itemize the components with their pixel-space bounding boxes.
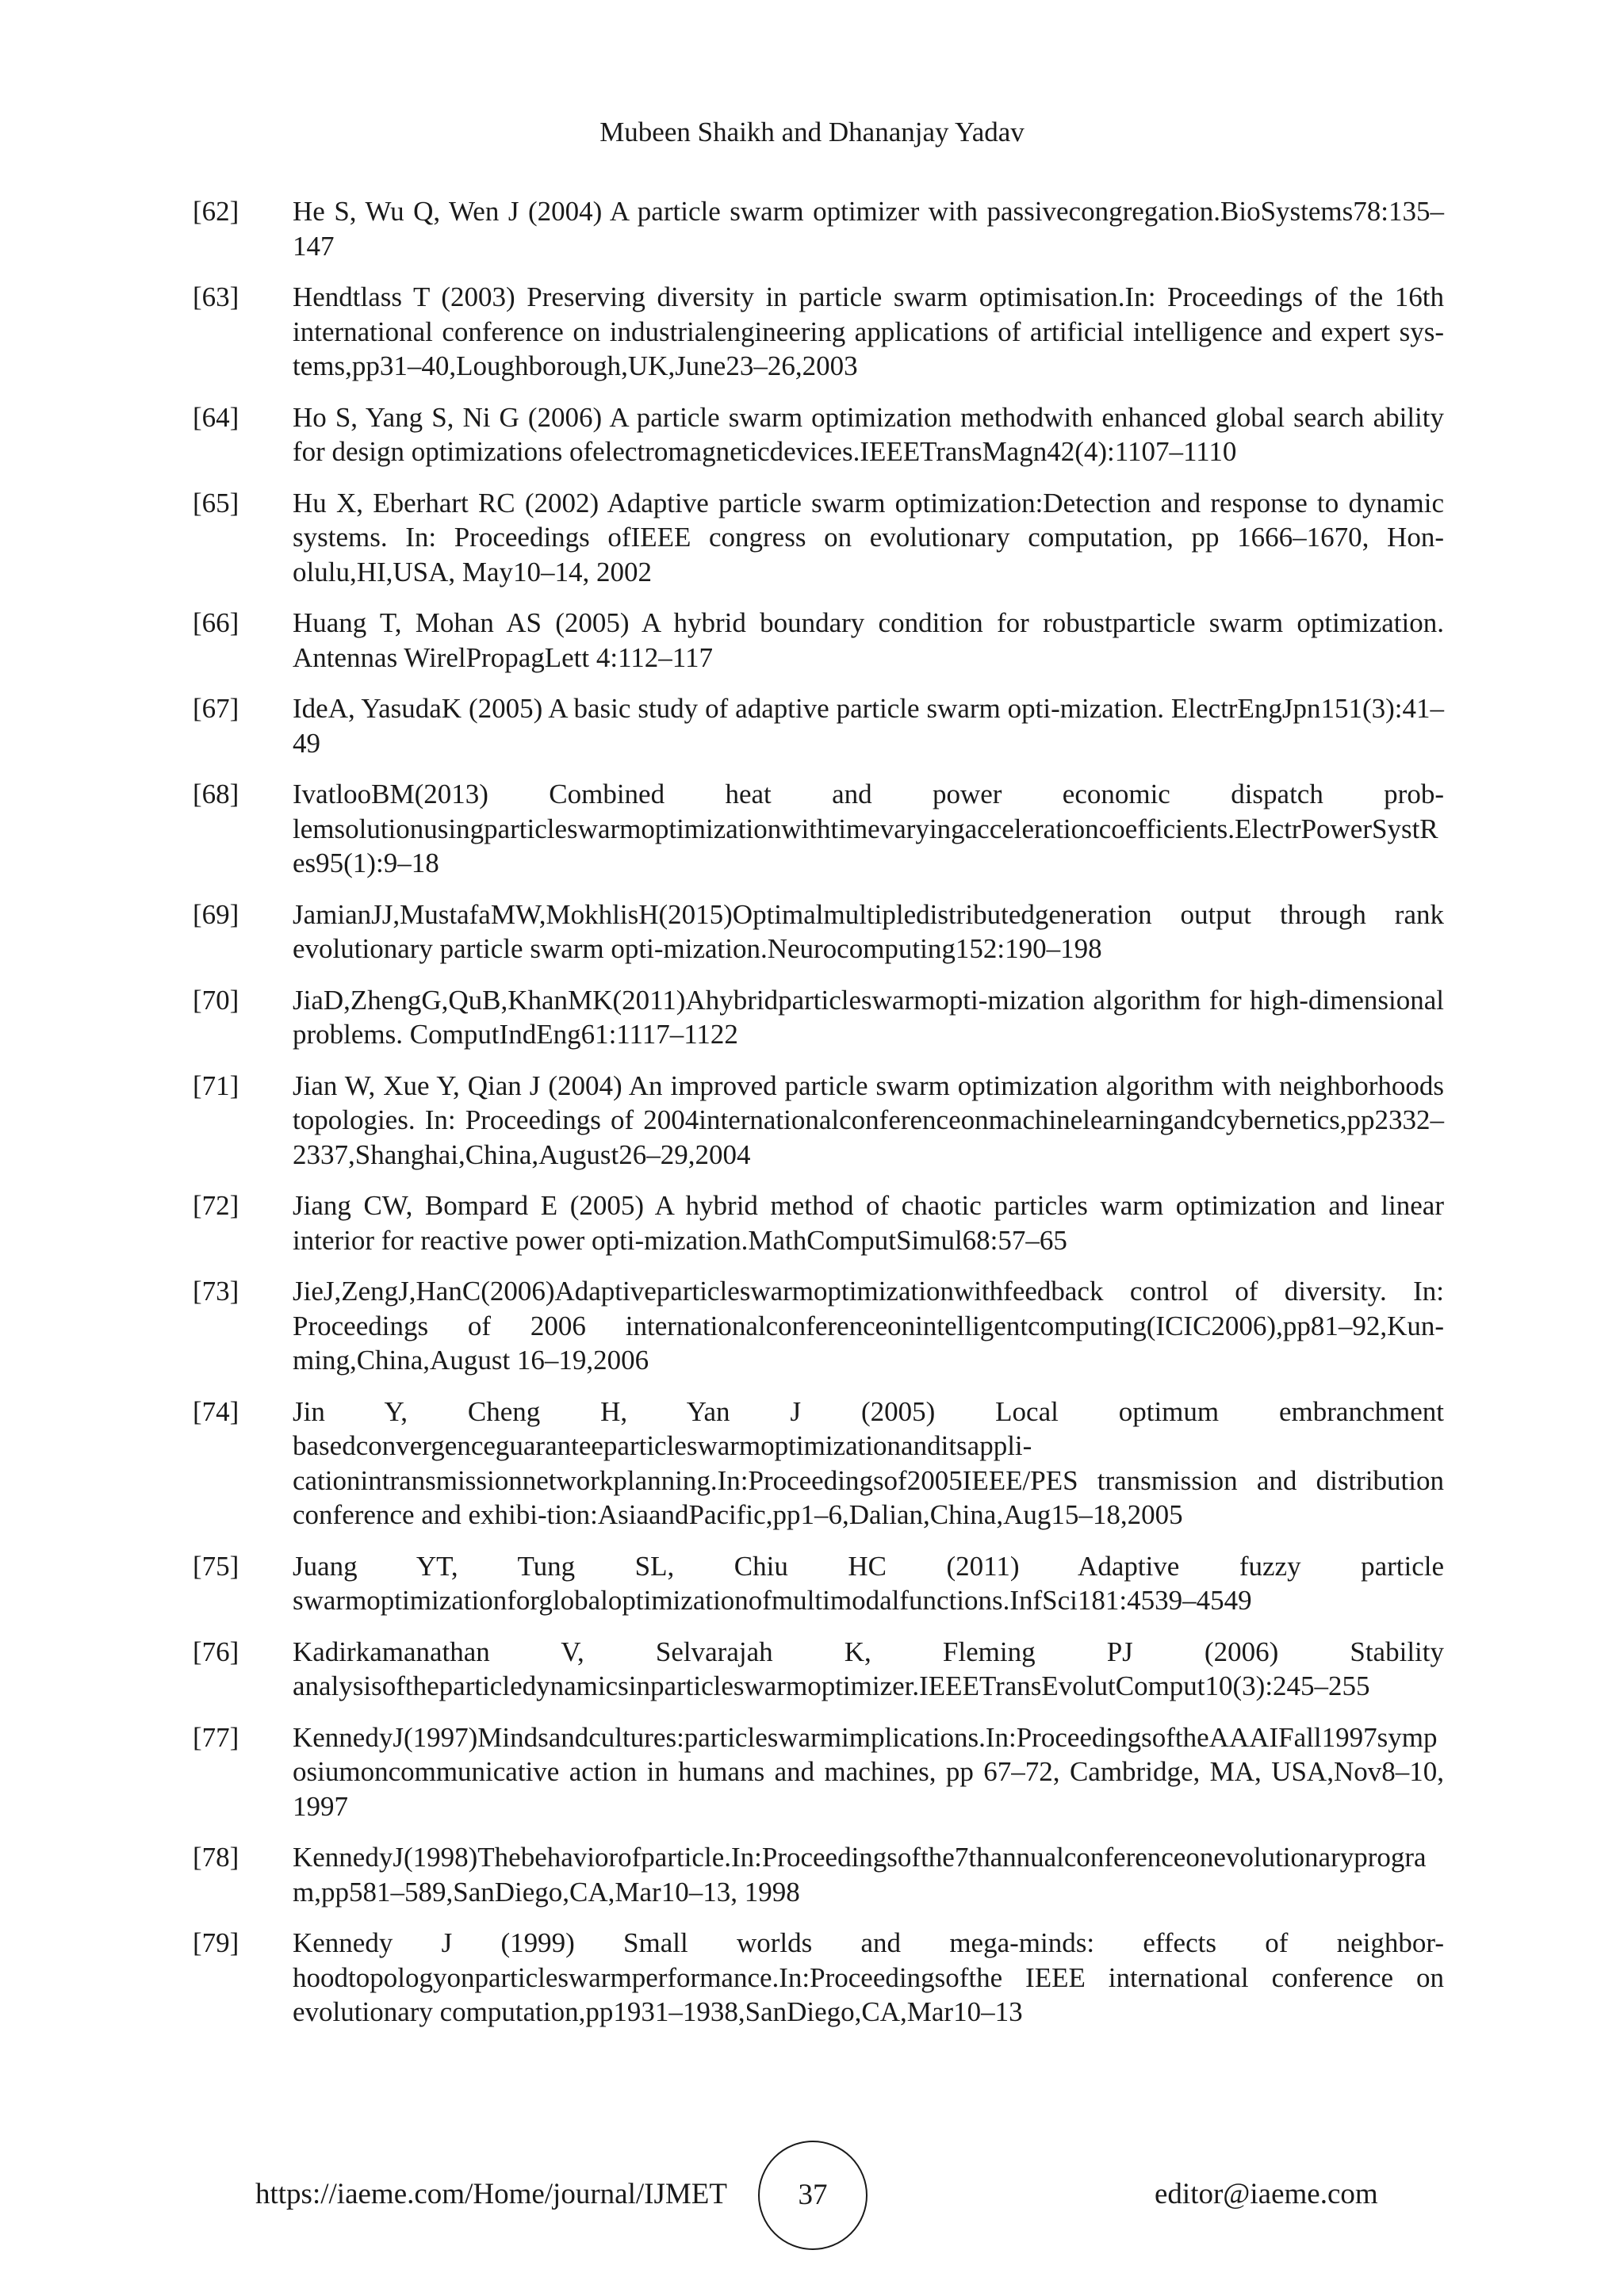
reference-item [193, 194, 1444, 263]
reference-text: JieJ,ZengJ,HanC(2006)Adaptiveparticleswarmoptimizationwithfeedback control of diversity. In: Proceedings of 2006 internationalconferenceonintelligentcomputing(ICIC2006),pp81–92,Kun-ming,China,August 16–19,2006 [293, 1276, 1444, 1376]
reference-text: KennedyJ(1998)Thebehaviorofparticle.In:Proceedingsofthe7thannualconferenceonevolutionaryprogram,pp581–589,SanDiego,CA,Mar10–13, 1998 [293, 1842, 1427, 1908]
page-number-circle [758, 2141, 868, 2250]
reference-text: JamianJJ,MustafaMW,MokhlisH(2015)Optimalmultipledistributedgeneration output through rank evolutionary particle swarm opti-mization.Neurocomputing152:190–198 [293, 898, 1444, 964]
reference-text: KennedyJ(1997)Mindsandcultures:particleswarmimplications.In:ProceedingsoftheAAAIFall1997symposiumoncommunicative action in humans and machines, pp 67–72, Cambridge, MA, USA,Nov8–10, 1997 [293, 1721, 1444, 1822]
reference-item [193, 1635, 1444, 1704]
reference-number: [79] [193, 1927, 239, 1958]
reference-item [193, 1274, 1444, 1378]
reference-item [193, 1840, 1444, 1909]
reference-item [193, 486, 1444, 590]
reference-number: [73] [193, 1276, 239, 1307]
reference-text: IvatlooBM(2013) Combined heat and power economic dispatch prob-lemsolutionusingparticleswarmoptimizationwithtimevaryingaccelerationcoefficients.ElectrPowerSystRes95(1):9–18 [293, 779, 1444, 878]
reference-item [193, 1188, 1444, 1257]
reference-number: [70] [193, 984, 239, 1016]
reference-number: [77] [193, 1721, 239, 1753]
reference-number: [78] [193, 1842, 239, 1873]
reference-text: He S, Wu Q, Wen J (2004) A particle swarm optimizer with passivecongregation.BioSystems78:135–147 [293, 196, 1444, 262]
reference-number: [72] [193, 1190, 239, 1221]
reference-item [193, 983, 1444, 1052]
reference-text: Ho S, Yang S, Ni G (2006) A particle swarm optimization methodwith enhanced global search ability for design optimizations ofelectromagneticdevices.IEEETransMagn42(4):1107–1110 [293, 401, 1444, 467]
reference-text: JiaD,ZhengG,QuB,KhanMK(2011)Ahybridparticleswarmopti-mization algorithm for high-dimensional problems. ComputIndEng61:1117–1122 [293, 984, 1444, 1050]
reference-text: Huang T, Mohan AS (2005) A hybrid boundary condition for robustparticle swarm optimization. Antennas WirelPropagLett 4:112–117 [293, 607, 1444, 673]
reference-item [193, 691, 1444, 760]
reference-number: [64] [193, 401, 239, 433]
reference-number: [66] [193, 607, 239, 638]
reference-text: Kadirkamanathan V, Selvarajah K, Fleming PJ (2006) Stability analysisoftheparticledynamicsinparticleswarmoptimizer.IEEETransEvolutComput10(3):245–255 [293, 1636, 1444, 1701]
reference-text: Kennedy J (1999) Small worlds and mega-minds: effects of neighbor-hoodtopologyonparticleswarmperformance.In:Proceedingsofthe IEEE international conference on evolutionary computation,pp1931–1938,SanDiego,CA,Mar10–13 [293, 1927, 1444, 2027]
reference-text: Jian W, Xue Y, Qian J (2004) An improved particle swarm optimization algorithm with neighborhoods topologies. In: Proceedings of 2004internationalconferenceonmachinelearningandcybernetics,pp2332–2337,Shanghai,China,August26–29,2004 [293, 1070, 1444, 1170]
reference-number: [76] [193, 1636, 239, 1667]
reference-text: IdeA, YasudaK (2005) A basic study of adaptive particle swarm opti-mization. ElectrEngJpn151(3):41–49 [293, 693, 1444, 759]
reference-number: [67] [193, 693, 239, 724]
reference-item [193, 1549, 1444, 1618]
reference-text: Hu X, Eberhart RC (2002) Adaptive particle swarm optimization:Detection and response to dynamic systems. In: Proceedings ofIEEE congress on evolutionary computation, pp 1666–1670, Hon-olulu,HI,USA, May10–14, 2002 [293, 487, 1444, 587]
reference-number: [69] [193, 898, 239, 930]
reference-item [193, 1395, 1444, 1533]
reference-item [193, 1926, 1444, 2030]
footer-url-link[interactable]: https://iaeme.com/Home/journal/IJMET [255, 2178, 727, 2210]
reference-item [193, 280, 1444, 384]
reference-item [193, 1069, 1444, 1173]
reference-number: [62] [193, 196, 239, 227]
reference-number: [74] [193, 1395, 239, 1427]
reference-text: Juang YT, Tung SL, Chiu HC (2011) Adaptive fuzzy particle swarmoptimizationforglobaloptimizationofmultimodalfunctions.InfSci181:4539–4549 [293, 1550, 1444, 1616]
reference-number: [68] [193, 779, 239, 809]
reference-number: [65] [193, 487, 239, 519]
reference-text: Jiang CW, Bompard E (2005) A hybrid method of chaotic particles warm optimization and linear interior for reactive power opti-mization.MathComputSimul68:57–65 [293, 1190, 1444, 1256]
reference-item [193, 777, 1444, 881]
page-footer [0, 2141, 1624, 2252]
reference-item [193, 897, 1444, 966]
reference-text: Jin Y, Cheng H, Yan J (2005) Local optimum embranchment basedconvergenceguaranteeparticleswarmoptimizationanditsappli-cationintransmissionnetworkplanning.In:Proceedingsof2005IEEE/PES transmission and distribution conference and exhibi-tion:AsiaandPacific,pp1–6,Dalian,China,Aug15–18,2005 [293, 1395, 1444, 1530]
running-header [0, 115, 1624, 150]
page-number: 37 [798, 2179, 828, 2211]
reference-item [193, 400, 1444, 469]
reference-number: [75] [193, 1550, 239, 1582]
reference-number: [71] [193, 1070, 239, 1101]
reference-text: Hendtlass T (2003) Preserving diversity in particle swarm optimisation.In: Proceedings of the 16th international conference on industrialengineering applications of artificial intelligence and expert sys-tems,pp31–40,Loughborough,UK,June23–26,2003 [293, 281, 1444, 381]
reference-list [193, 194, 1444, 2046]
footer-email-link[interactable]: editor@iaeme.com [1155, 2178, 1378, 2210]
reference-item [193, 606, 1444, 675]
reference-number: [63] [193, 281, 239, 312]
reference-item [193, 1720, 1444, 1824]
header-authors: Mubeen Shaikh and Dhananjay Yadav [599, 117, 1025, 147]
